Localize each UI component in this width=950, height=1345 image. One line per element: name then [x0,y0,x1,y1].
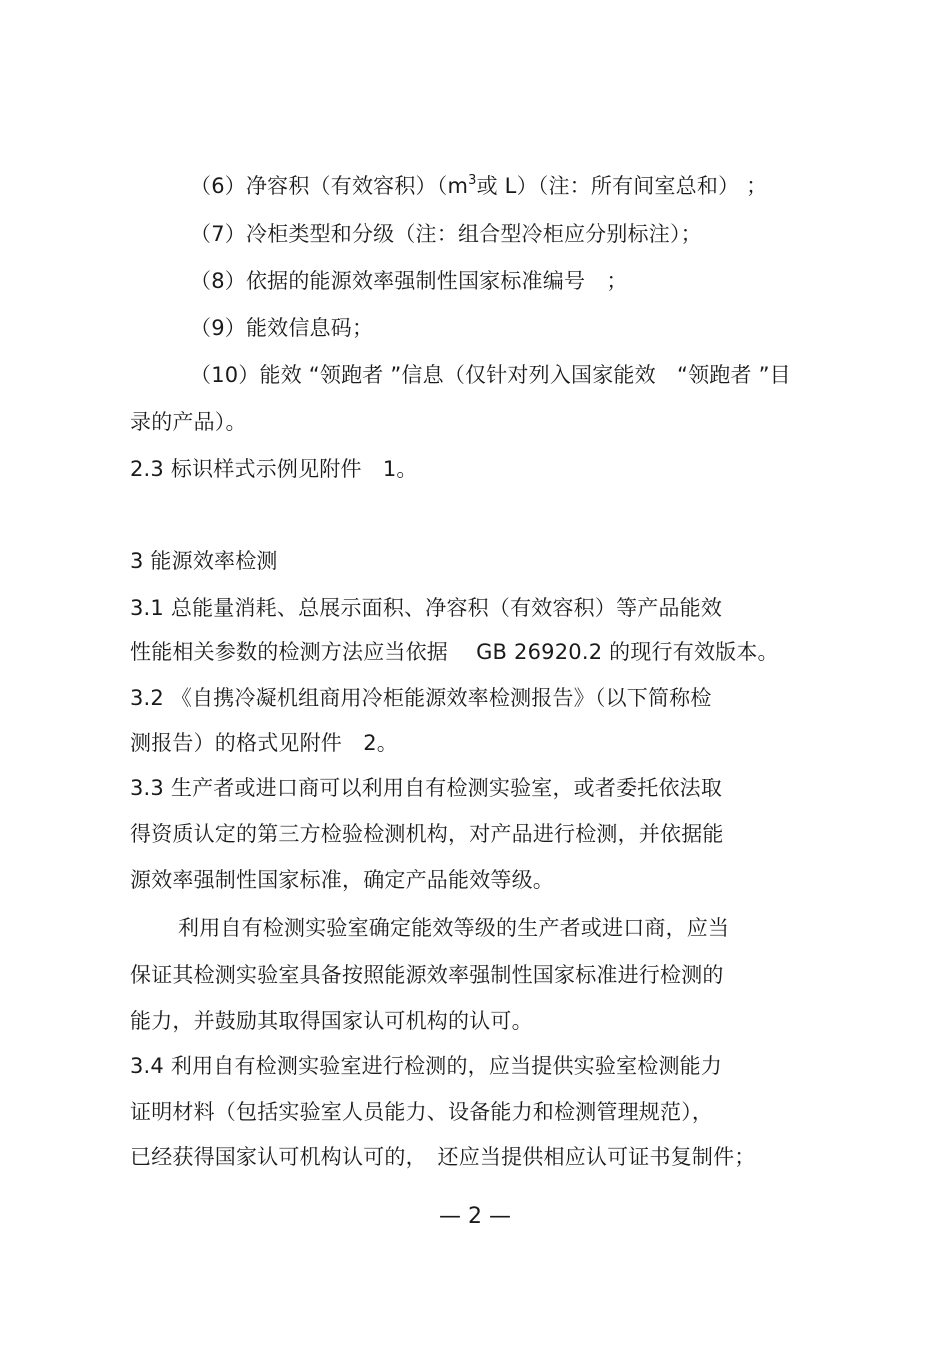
section-3-1-line-2: 性能相关参数的检测方法应当依据 GB 26920.2 的现行有效版本。 [130,640,779,664]
paragraph-self-lab-line-1: 利用自有检测实验室确定能效等级的生产者或进口商，应当 [178,916,730,940]
item-8-standard-number: （8）依据的能源效率强制性国家标准编号 ； [190,269,628,293]
item-10-top-runner: （10）能效 “领跑者 ”信息（仅针对列入国家能效 “领跑者 ”目 [190,363,791,387]
section-3-2-line-2: 测报告）的格式见附件 2。 [130,731,398,755]
item-10-continuation: 录的产品）。 [130,410,247,434]
paragraph-self-lab-line-2: 保证其检测实验室具备按照能源效率强制性国家标准进行检测的 [130,963,724,987]
section-3-4-line-3: 已经获得国家认可机构认可的， 还应当提供相应认可证书复制件； [130,1145,756,1169]
item-6-text-post: 或 L）（注：所有间室总和） ； [476,174,768,198]
section-3-heading: 3 能源效率检测 [130,549,278,573]
item-7-type-class: （7）冷柜类型和分级（注：组合型冷柜应分别标注）； [190,222,702,246]
section-3-1-line-1: 3.1 总能量消耗、总展示面积、净容积（有效容积）等产品能效 [130,596,723,620]
item-6-text-pre: （6）净容积（有效容积）（m [190,174,469,198]
item-9-efficiency-code: （9）能效信息码； [190,316,374,340]
section-3-3-line-1: 3.3 生产者或进口商可以利用自有检测实验室，或者委托依法取 [130,776,723,800]
section-3-2-line-1: 3.2 《自携冷凝机组商用冷柜能源效率检测报告》（以下简称检 [130,686,712,710]
section-3-3-line-2: 得资质认定的第三方检验检测机构，对产品进行检测，并依据能 [130,822,724,846]
item-6-superscript: 3 [468,173,477,188]
paragraph-self-lab-line-3: 能力，并鼓励其取得国家认可机构的认可。 [130,1009,533,1033]
item-6-net-volume [190,172,767,204]
page-number: — 2 — [439,1204,511,1229]
section-3-4-line-1: 3.4 利用自有检测实验室进行检测的，应当提供实验室检测能力 [130,1054,723,1078]
section-3-3-line-3: 源效率强制性国家标准，确定产品能效等级。 [130,868,554,892]
section-2-3-label-sample: 2.3 标识样式示例见附件 1。 [130,457,418,481]
section-3-4-line-2: 证明材料（包括实验室人员能力、设备能力和检测管理规范）， [130,1100,714,1124]
